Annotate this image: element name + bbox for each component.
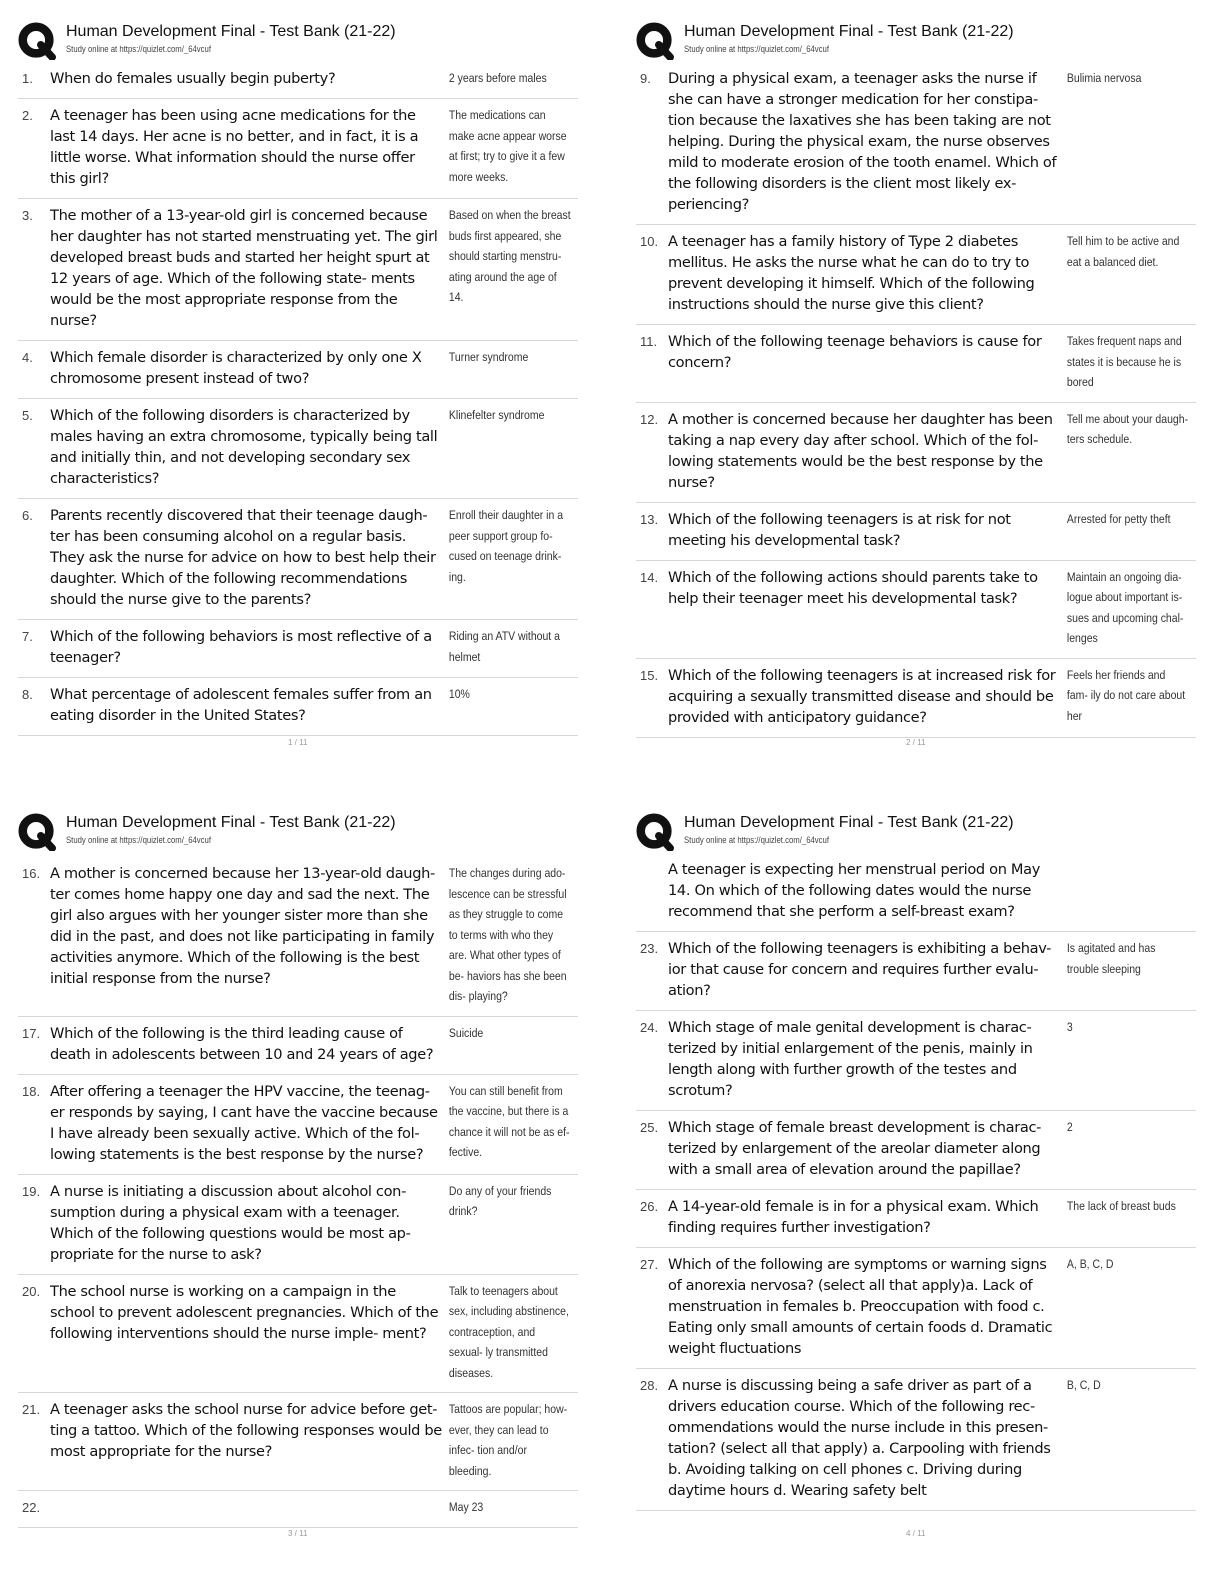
question-number: 3. <box>22 208 33 223</box>
question-number: 17. <box>22 1025 41 1041</box>
question-text: The mother of a 13-year-old girl is concerned because her daughter has not started menstruating yet. The girl developed breast buds and started her height spurt at 12 years of age. Which of the following state- ments would be the most appropriate response from the nurse? <box>50 207 438 329</box>
question-text: Which of the following teenagers is exhibiting a behav- ior that cause for concern and requires further evalu- ation? <box>668 940 1052 999</box>
question-card <box>18 399 578 499</box>
doc-subtitle: Study online at https://quizlet.com/_64vcuf <box>66 44 212 54</box>
question-number: 8. <box>22 687 33 702</box>
question-card <box>636 1111 1196 1190</box>
question-card <box>18 678 578 736</box>
question-card <box>636 1190 1196 1248</box>
question-text: When do females usually begin puberty? <box>50 70 336 87</box>
question-number: 23. <box>640 941 659 956</box>
question-text: Which of the following teenagers is at increased risk for acquiring a sexually transmitted disease and should be provided with anticipatory guidance? <box>668 666 1056 726</box>
answer-text: The changes during ado- lescence can be stressful as they struggle to come to terms with who they are. What other types of be- haviors has she been dis- playing? <box>448 866 567 1003</box>
page-header <box>636 813 1196 853</box>
question-text: Which of the following teenagers is at risk for not meeting his developmental task? <box>668 510 1011 549</box>
page-1 <box>18 22 578 747</box>
page-number: 2 / 11 <box>906 738 926 747</box>
question-card <box>636 325 1196 403</box>
question-text: Which stage of female breast development is charac- terized by enlargement of the areolar diameter along with a small area of elevation around the papillae? <box>668 1119 1042 1178</box>
question-text: A teenager asks the school nurse for advice before get- ting a tattoo. Which of the following responses would be most appropriate for the nurse? <box>50 1401 442 1460</box>
answer-text: Turner syndrome <box>448 350 529 364</box>
question-text: A teenager has a family history of Type 2 diabetes mellitus. He asks the nurse what he can do to try to prevent developing it himself. Which of the following instructions should the nurse give this client? <box>668 233 1035 313</box>
page-number: 4 / 11 <box>906 1529 926 1538</box>
question-card <box>18 341 578 399</box>
page-header <box>18 813 578 853</box>
question-card <box>18 499 578 620</box>
answer-text: Takes frequent naps and states it is because he is bored <box>1066 334 1182 389</box>
answer-text: Suicide <box>448 1025 484 1040</box>
page-number: 1 / 11 <box>288 738 308 747</box>
question-number: 24. <box>640 1020 659 1035</box>
question-text: Which stage of male genital development is charac- terized by initial enlargement of the penis, mainly in length along with further growth of the testes and scrotum? <box>668 1019 1033 1099</box>
answer-text: Talk to teenagers about sex, including abstinence, contraception, and sexual- ly transmitted diseases. <box>448 1283 569 1380</box>
answer-text: Based on when the breast buds first appeared, she should starting menstru- ating around the age of 14. <box>448 208 571 304</box>
question-text: Which of the following teenage behaviors is cause for concern? <box>668 333 1042 371</box>
answer-text: 10% <box>448 687 470 701</box>
question-number: 1. <box>22 71 33 86</box>
answer-text: The lack of breast buds <box>1066 1199 1176 1213</box>
question-number: 6. <box>22 508 33 523</box>
question-number: 25. <box>640 1120 659 1135</box>
question-list <box>18 857 578 1528</box>
question-text: Which of the following are symptoms or warning signs of anorexia nervosa? (select all that apply)a. Lack of menstruation in females b. Preoccupation with food c. Eating only small amounts of certain foods d. Dramatic weight fluctuations <box>668 1256 1053 1357</box>
answer-text: Feels her friends and fam- ily do not care about her <box>1066 667 1186 723</box>
answer-text: B, C, D <box>1066 1378 1101 1392</box>
question-number: 4. <box>22 350 33 365</box>
question-number: 10. <box>640 234 659 249</box>
question-card <box>636 503 1196 561</box>
question-card <box>636 225 1196 325</box>
question-number: 16. <box>22 866 41 881</box>
quizlet-logo-icon <box>636 813 674 851</box>
question-text <box>50 1497 442 1518</box>
answer-text: 3 <box>1066 1020 1073 1034</box>
question-list <box>636 62 1196 738</box>
answer-text: You can still benefit from the vaccine, but there is a chance it will not be as ef- fective. <box>448 1083 570 1159</box>
question-number: 9. <box>640 71 651 86</box>
question-number: 14. <box>640 569 659 585</box>
answer-text: Klinefelter syndrome <box>448 408 545 422</box>
doc-subtitle: Study online at https://quizlet.com/_64vcuf <box>684 835 830 845</box>
quizlet-logo-icon <box>636 22 674 60</box>
page-3 <box>18 813 578 1538</box>
question-text: Which female disorder is characterized by only one X chromosome present instead of two? <box>50 349 422 387</box>
question-text: After offering a teenager the HPV vaccine, the teenag- er responds by saying, I cant have the vaccine because I have already been sexually active. Which of the fol- lowing statements is the best response by the nurse? <box>50 1082 438 1163</box>
question-card <box>18 1017 578 1075</box>
answer-text: Maintain an ongoing dia- logue about important is- sues and upcoming chal- lenges <box>1066 569 1184 645</box>
quizlet-logo-icon <box>18 22 56 60</box>
question-text: During a physical exam, a teenager asks the nurse if she can have a stronger medication for her constipa- tion because the laxatives she has been taking are not helping. During the physical exam, the nurse observes mild to moderate erosion of the tooth enamel. Which of the following disorders is the client most likely ex- periencing? <box>668 70 1057 213</box>
question-card <box>18 1393 578 1491</box>
question-number <box>636 859 668 922</box>
answer-text: Tell me about your daugh- ters schedule. <box>1066 411 1189 446</box>
answer-text: Tell him to be active and eat a balanced diet. <box>1066 234 1180 269</box>
question-card <box>636 1369 1196 1511</box>
question-number: 7. <box>22 629 33 644</box>
doc-subtitle: Study online at https://quizlet.com/_64vcuf <box>66 835 212 845</box>
question-text: Which of the following behaviors is most reflective of a teenager? <box>50 628 432 666</box>
question-number: 11. <box>640 334 658 349</box>
question-number: 20. <box>22 1283 41 1299</box>
quizlet-logo-icon <box>18 813 56 851</box>
question-card <box>636 403 1196 503</box>
question-text: The school nurse is working on a campaign in the school to prevent adolescent pregnancies. Which of the following interventions should the nurse imple- ment? <box>50 1282 439 1342</box>
question-number: 13. <box>640 511 659 527</box>
page-4 <box>636 813 1196 1538</box>
doc-subtitle: Study online at https://quizlet.com/_64vcuf <box>684 44 830 54</box>
question-card <box>18 99 578 199</box>
question-text: What percentage of adolescent females suffer from an eating disorder in the United States? <box>50 686 432 724</box>
question-card <box>636 1011 1196 1111</box>
question-list <box>18 62 578 736</box>
question-card <box>636 853 1196 932</box>
answer-text: A, B, C, D <box>1066 1257 1114 1271</box>
question-number: 15. <box>640 667 659 683</box>
question-card <box>636 1248 1196 1369</box>
question-number: 5. <box>22 408 33 423</box>
question-text: Which of the following is the third leading cause of death in adolescents between 10 and 24 years of age? <box>50 1024 434 1063</box>
question-number: 12. <box>640 411 659 427</box>
question-text: A 14-year-old female is in for a physical exam. Which finding requires further investigation? <box>668 1198 1039 1236</box>
page-2 <box>636 22 1196 747</box>
answer-text <box>1060 859 1189 922</box>
question-card <box>18 62 578 99</box>
question-number: 2. <box>22 108 33 123</box>
question-number: 18. <box>22 1083 41 1099</box>
question-number: 19. <box>22 1183 41 1199</box>
page-header <box>636 22 1196 62</box>
question-card <box>18 1075 578 1175</box>
question-text: A teenager is expecting her menstrual period on May 14. On which of the following dates would the nurse recommend that she perform a self-breast exam? <box>668 861 1041 920</box>
doc-title: Human Development Final - Test Bank (21-22) <box>66 814 396 831</box>
question-text: Which of the following disorders is characterized by males having an extra chromosome, typically being tall and initially thin, and not developing secondary sex characteristics? <box>50 407 438 487</box>
answer-text: Do any of your friends drink? <box>448 1183 552 1218</box>
question-text: A nurse is discussing being a safe driver as part of a drivers education course. Which of the following rec- ommendations would the nurse include in this presen- tation? (select all that apply) a. Carpooling with friends b. Avoiding talking on cell phones c. Driving during daytime hours d. Wearing safety belt <box>668 1377 1051 1499</box>
question-card <box>18 620 578 678</box>
answer-text: Enroll their daughter in a peer support group fo- cused on teenage drink- ing. <box>448 508 564 584</box>
question-card <box>18 1275 578 1394</box>
question-number: 27. <box>640 1257 659 1272</box>
answer-text: The medications can make acne appear worse at first; try to give it a few more weeks. <box>448 108 567 184</box>
answer-text: May 23 <box>448 1500 484 1514</box>
answer-text: 2 years before males <box>448 71 547 85</box>
answer-text: Tattoos are popular; how- ever, they can lead to infec- tion and/or bleeding. <box>448 1402 568 1478</box>
doc-title: Human Development Final - Test Bank (21-22) <box>66 23 396 40</box>
answer-text: 2 <box>1066 1120 1073 1134</box>
question-card <box>18 857 578 1017</box>
question-card <box>636 932 1196 1011</box>
question-text: Parents recently discovered that their teenage daugh- ter has been consuming alcohol on a regular basis. They ask the nurse for advice on how to best help their daughter. Which of the following recommendations should the nurse give to the parents? <box>50 507 436 608</box>
question-card <box>636 561 1196 659</box>
question-text: A nurse is initiating a discussion about alcohol con- sumption during a physical exam with a teenager. Which of the following questions would be most ap- propriate for the nurse to ask? <box>50 1182 411 1263</box>
page-header <box>18 22 578 62</box>
question-number: 26. <box>640 1199 659 1214</box>
doc-title: Human Development Final - Test Bank (21-22) <box>684 23 1014 40</box>
question-number: 21. <box>22 1402 41 1417</box>
question-card <box>636 62 1196 225</box>
question-number: 28. <box>640 1378 659 1393</box>
answer-text: Riding an ATV without a helmet <box>448 629 560 664</box>
question-list <box>636 853 1196 1511</box>
answer-text: Arrested for petty theft <box>1066 511 1171 526</box>
question-card <box>18 1175 578 1275</box>
answer-text: Bulimia nervosa <box>1066 71 1142 85</box>
question-text: A teenager has been using acne medications for the last 14 days. Her acne is no better, and in fact, it is a little worse. What information should the nurse offer this girl? <box>50 107 419 187</box>
answer-text: Is agitated and has trouble sleeping <box>1066 941 1156 976</box>
question-text: A mother is concerned because her 13-year-old daugh- ter comes home happy one day and sad the next. The girl also argues with her younger sister more than she did in the past, and does not like participating in family activities anymore. Which of the following is the best initial response from the nurse? <box>50 865 435 987</box>
question-text: A mother is concerned because her daughter has been taking a nap every day after school. Which of the fol- lowing statements would be the best response by the nurse? <box>668 410 1053 491</box>
question-card <box>18 199 578 341</box>
question-card <box>636 659 1196 738</box>
question-text: Which of the following actions should parents take to help their teenager meet his developmental task? <box>668 568 1038 607</box>
question-card <box>18 1491 578 1528</box>
doc-title: Human Development Final - Test Bank (21-22) <box>684 814 1014 831</box>
page-number: 3 / 11 <box>288 1529 308 1538</box>
question-number: 22. <box>22 1500 41 1515</box>
